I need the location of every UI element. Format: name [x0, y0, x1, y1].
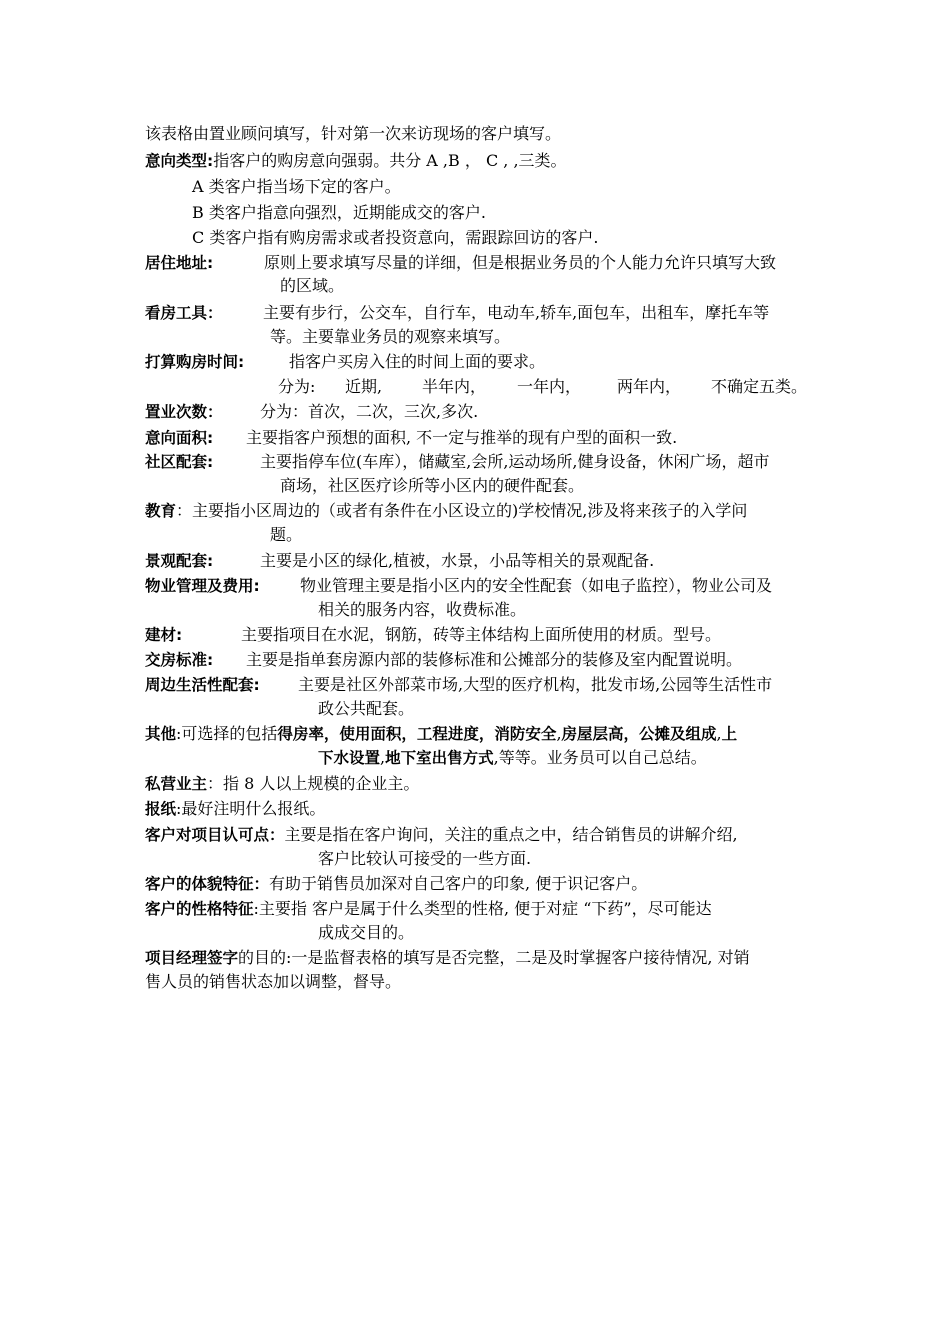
recognition-row — [145, 824, 738, 846]
appearance-row — [145, 873, 647, 895]
other-row — [145, 723, 737, 745]
surroundings-line2: 政公共配套。 — [318, 699, 415, 718]
education-line1: ：主要指小区周边的（或者有条件在小区设立的)学校情况,涉及将来孩子的入学问 — [176, 501, 748, 520]
area-desc: 主要指客户预想的面积, 不一定与推举的现有户型的面积一致. — [246, 428, 678, 447]
intent-type-desc: 指客户的购房意向强弱。共分 A ,B ， C , ,三类。 — [213, 151, 567, 170]
transport-line2: 等。主要靠业务员的观察来填写。 — [270, 327, 511, 346]
personality-row — [145, 898, 712, 920]
area-row — [145, 427, 213, 449]
education-row — [145, 500, 747, 522]
residence-line1: 原则上要求填写尽量的详细，但是根据业务员的个人能力允许只填写大致 — [264, 253, 777, 272]
purchase-time-option: 半年内， — [422, 377, 487, 396]
times-row — [145, 401, 223, 423]
landscape-desc: 主要是小区的绿化,植被，水景，小品等相关的景观配备. — [260, 551, 655, 570]
other-items5: 地下室出售方式 — [385, 749, 494, 767]
other-term: 其他 — [145, 725, 177, 743]
surroundings-row — [145, 674, 260, 696]
other-sep3: , — [380, 748, 386, 767]
materials-desc: 主要指项目在水泥，钢筋，砖等主体结构上面所使用的材质。型号。 — [241, 625, 722, 644]
property-line1: 物业管理主要是指小区内的安全性配套（如电子监控），物业公司及 — [300, 576, 773, 595]
property-line2: 相关的服务内容，收费标准。 — [318, 600, 527, 619]
other-line2 — [318, 747, 707, 769]
intent-a-text: A 类客户指当场下定的客户。 — [192, 177, 401, 196]
residence-row — [145, 252, 213, 274]
signature-line1: 的目的:一是监督表格的填写是否完整，二是及时掌握客户接待情况, 对销 — [238, 948, 750, 967]
signature-row — [145, 947, 750, 969]
purchase-time-row — [145, 351, 244, 373]
community-line2: 商场，社区医疗诊所等小区内的硬件配套。 — [280, 476, 585, 495]
materials-row — [145, 624, 182, 646]
residence-term: 居住地址: — [145, 254, 214, 272]
education-term: 教育 — [145, 502, 177, 520]
other-items3: 上 — [721, 725, 738, 743]
property-term: 物业管理及费用: — [145, 577, 260, 595]
times-desc: 分为：首次，二次，三次,多次. — [260, 402, 479, 421]
intent-type-row — [145, 150, 567, 172]
purchase-time-option: 不确定五类。 — [711, 377, 808, 396]
delivery-row — [145, 649, 213, 671]
intro-text: 该表格由置业顾问填写，针对第一次来访现场的客户填写。 — [145, 124, 562, 143]
purchase-time-term: 打算购房时间: — [145, 353, 245, 371]
times-term: 置业次数： — [145, 403, 223, 421]
signature-term: 项目经理签字 — [145, 949, 239, 967]
transport-row — [145, 302, 223, 324]
landscape-term: 景观配套: — [145, 552, 214, 570]
delivery-term: 交房标准: — [145, 651, 214, 669]
other-post: ,等等。业务员可以自己总结。 — [493, 748, 707, 767]
personality-term: 客户的性格特征 — [145, 900, 254, 918]
recognition-line2: 客户比较认可接受的一些方面. — [318, 849, 532, 868]
education-line2: 题。 — [270, 525, 303, 544]
delivery-desc: 主要是指单套房源内部的装修标准和公摊部分的装修及室内配置说明。 — [246, 650, 743, 669]
appearance-term: 客户的体貌特征： — [145, 875, 270, 893]
purchase-time-desc: 指客户买房入住的时间上面的要求。 — [289, 352, 546, 371]
area-term: 意向面积: — [145, 429, 214, 447]
personality-line1: :主要指 客户是属于什么类型的性格, 便于对症 “下药”，尽可能达 — [253, 899, 712, 918]
private-owner-term: 私营业主 — [145, 775, 208, 793]
property-row — [145, 575, 260, 597]
personality-line2: 成成交目的。 — [318, 923, 415, 942]
recognition-term: 客户对项目认可点： — [145, 826, 285, 844]
surroundings-term: 周边生活性配套: — [145, 676, 260, 694]
newspaper-term: 报纸 — [145, 800, 177, 818]
other-items2: 房屋层高，公摊及组成 — [561, 725, 717, 743]
community-row — [145, 451, 213, 473]
private-owner-row — [145, 773, 419, 795]
purchase-time-option: 一年内， — [517, 377, 582, 396]
community-line1: 主要指停车位(车库），储藏室,会所,运动场所,健身设备，休闲广场，超市 — [260, 452, 770, 471]
other-items4: 下水设置 — [318, 749, 381, 767]
other-sep: , — [556, 724, 562, 743]
transport-line1: 主要有步行，公交车，自行车，电动车,轿车,面包车，出租车，摩托车等 — [263, 303, 770, 322]
surroundings-line1: 主要是社区外部菜市场,大型的医疗机构，批发市场,公园等生活性市 — [298, 675, 773, 694]
landscape-row — [145, 550, 213, 572]
purchase-time-option: 两年内， — [617, 377, 682, 396]
appearance-desc: 有助于销售员加深对自己客户的印象, 便于识记客户。 — [269, 874, 648, 893]
community-term: 社区配套: — [145, 453, 214, 471]
intent-c-text: C 类客户指有购房需求或者投资意向，需跟踪回访的客户. — [192, 228, 599, 247]
newspaper-desc: :最好注明什么报纸。 — [176, 799, 326, 818]
materials-term: 建材: — [145, 626, 183, 644]
other-sep2: , — [716, 724, 722, 743]
private-owner-desc: ：指 8 人以上规模的企业主。 — [207, 774, 420, 793]
intent-b-text: B 类客户指意向强烈，近期能成交的客户. — [192, 203, 486, 222]
transport-term: 看房工具： — [145, 304, 223, 322]
recognition-line1: 主要是指在客户询问，关注的重点之中，结合销售员的讲解介绍, — [284, 825, 738, 844]
intent-type-term: 意向类型: — [145, 152, 214, 170]
purchase-time-option: 近期, — [345, 377, 383, 396]
other-items1: 得房率，使用面积，工程进度，消防安全 — [277, 725, 557, 743]
purchase-time-options-prefix: 分为: — [278, 377, 316, 396]
other-pre: :可选择的包括 — [176, 724, 278, 743]
residence-line2: 的区域。 — [280, 276, 345, 295]
newspaper-row — [145, 798, 325, 820]
signature-line2: 售人员的销售状态加以调整，督导。 — [145, 972, 402, 991]
